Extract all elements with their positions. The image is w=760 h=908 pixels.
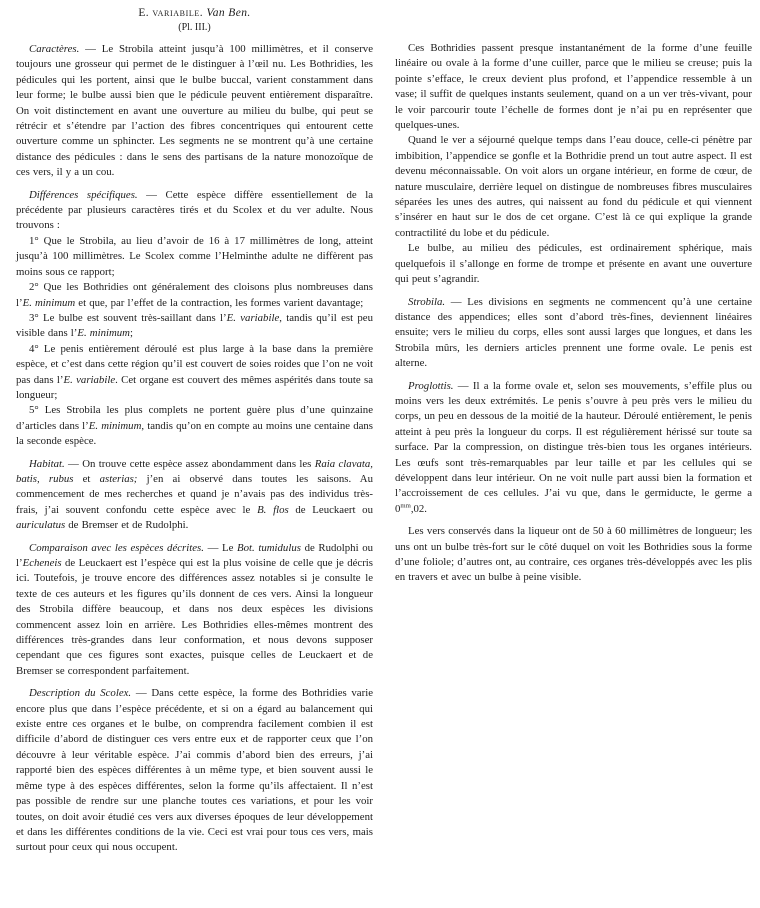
paragraph: [16, 403, 373, 449]
paragraph: [395, 133, 752, 241]
text-segment: — Cette espèce diffère essentiellement de la précédente par plusieurs caractères tirés et du Scolex et du ver adulte. Nous trouvons :: [16, 188, 373, 232]
text-segment: — Le: [203, 541, 238, 554]
text-segment: et: [73, 472, 100, 485]
text-segment: mm: [400, 502, 411, 510]
text-segment: E. variabile: [63, 373, 116, 386]
text-segment: asterias;: [99, 472, 138, 485]
text-segment: Le bulbe, au milieu des pédicules, est ordinairement sphérique, mais quelquefois il s’allonge en forme de trompe et présente en avant une ouverture qui peut s’agrandir.: [395, 242, 752, 286]
paragraph: [395, 241, 752, 287]
text-segment: E. minimum: [22, 296, 76, 309]
text-segment: Echeneis: [22, 557, 62, 569]
text-segment: . Cet organe est couvert des mêmes aspérités dans toute sa longueur;: [16, 373, 374, 401]
text-segment: — Les divisions en segments ne commencent qu’à une certaine distance des appendices; elles sont d’abord très-fines, deviennent linéaires ensuite; vers le milieu du corps, elles sont aussi larges que longues, et dans les Strobila mûrs, les derniers articles prennent une forme ovale. Le penis est alterne.: [395, 295, 752, 370]
paragraph: [16, 311, 373, 342]
text-segment: j’en ai observé dans toutes les saisons. Au commencement de mes recherches et quand je n’avais pas des individus très-frais, j’ai souvent confondu cette espèce avec le: [16, 472, 373, 516]
text-segment: Proglottis.: [408, 379, 454, 392]
text-segment: de Rudolphi ou l’: [16, 541, 374, 569]
text-segment: auriculatus: [16, 519, 66, 532]
text-segment: Bot. tumidulus: [237, 541, 301, 554]
text-segment: E. minimum: [88, 419, 142, 432]
paragraph: [395, 524, 752, 586]
text-segment: 4° Le penis entièrement déroulé est plus large à la base dans la première espèce, et c’est dans cette région qu’il est couvert de soies roides que l’on ne voit pas dans l’: [16, 342, 373, 386]
paragraph: [16, 342, 373, 404]
text-segment: Différences spécifiques.: [29, 188, 138, 201]
paragraph: [16, 541, 373, 680]
text-segment: 5° Les Strobila les plus complets ne portent guère plus d’une quinzaine d’articles dans l’: [16, 404, 373, 432]
page-header: [16, 7, 373, 33]
text-segment: Description du Scolex.: [29, 687, 132, 700]
text-segment: E. variabile: [226, 311, 280, 324]
text-segment: B. flos: [257, 503, 289, 516]
text-segment: , tandis qu’il est peu visible dans l’: [16, 311, 373, 340]
text-segment: de Leuckaert est l’espèce qui est la plus voisine de celle que je décris ici. Toutefois, je trouve encore des différences assez notables si je consulte le texte de ces auteurs et les figures qu’ils donnent de ces vers. Ainsi la longueur des Strobila diffère beaucoup, et dans nos deux espèces les divisions commencent assez loin en arrière. Les Bothridies elles-mêmes montrent des différences très-grandes dans leur conformation, et nous devons supposer cependant que ces figures sont exactes, puisque celles de Leuckaert et de Bremser se correspondent parfaitement.: [16, 557, 373, 677]
text-segment: — Le Strobila atteint jusqu’à 100 millimètres, et il conserve toujours une grosseur qui permet de le distinguer à l’œil nu. Les Bothridies, les pédicules qui les portent, ainsi que le bulbe buccal, varient constamment dans leur forme; le bulbe aussi bien que le pédicule peuvent entièrement disparaître. On voit distinctement en avant une ouverture au milieu du bulbe, qui peut se rétrécir et s’étendre par l’action des fibres concentriques qui entourent cette ouverture comme un sphincter. Les segments ne se montrent qu’à une certaine distance des pédicules : dans le sens des partisans de la nature monozoïque de ces vers, il y a un cou.: [16, 43, 373, 179]
plate-reference: (Pl. III.): [178, 22, 211, 33]
text-segment: de Leuckaert ou: [288, 503, 373, 516]
text-segment: — Dans cette espèce, la forme des Bothridies varie encore plus que dans l’espèce précédente, et si on a égard au balancement qui existe entre ces organes et le bulbe, on comprendra facilement combien il est difficile d’abord de distinguer ces vers entre eux et de rapporter ceux que l’on découvre à leur véritable espèce. J’ai commis d’abord bien des erreurs, j’ai rapporté bien des espèces différentes à un même type, et bien souvent aussi le même type à des espèces différentes, selon la forme qu’ils affectaient. Il n’est pas possible de rendre sur une planche toutes ces variations, et pour les voir toutes, on doit avoir étudié ces vers aux diverses époques de leur développement et dans les différentes conditions de la vie. Ceci est vrai pour tous ces vers, mais surtout pour ceux qui nous occupent.: [16, 687, 373, 854]
text-segment: Habitat.: [29, 457, 65, 470]
text-segment: Comparaison avec les espèces décrites.: [29, 541, 204, 554]
text-segment: 1° Que le Strobila, au lieu d’avoir de 16 à 17 millimètres de long, atteint jusqu’à 100 millimètres. Le Scolex comme l’Helminthe adulte ne diffèrent pas moins sous ce rapport;: [16, 234, 373, 278]
paragraph: [395, 41, 752, 133]
text-segment: — On trouve cette espèce assez abondamment dans les: [64, 457, 315, 470]
text-segment: — Il a la forme ovale et, selon ses mouvements, s’effile plus ou moins vers les deux extrémités. Le penis s’ouvre à peu près vers le milieu du corps, un peu en dessous de la moitié de la hauteur. Déroulé entièrement, le penis atteint à peu près la longueur du corps. Il est régulièrement hérissé sur toute sa surface. Par la compression, on distingue très-bien tous les organes intérieurs. Les œufs sont très-remarquables par leur taille et par les cellules qui se développent dans leur intérieur. On ne voit nulle part aussi bien la formation et l’accroissement de ces cellules. J’ai vu que, dans le germiducte, le germe a 0: [395, 379, 752, 515]
paragraph: [16, 188, 373, 234]
paragraph: [395, 295, 752, 372]
text-segment: Raia clavata, batis, rubus: [16, 457, 373, 485]
text-segment: E. minimum: [77, 327, 130, 340]
text-segment: Les vers conservés dans la liqueur ont de 50 à 60 millimètres de longueur; les uns ont un bulbe très-fort sur le côté duquel on voit les Bothridies sous la forme d’une foliole; d’autres ont, au contraire, ces organes très-développés avec les plis en travers et avec un bulbe à peine visible.: [395, 525, 752, 584]
text-segment: Van Ben.: [203, 7, 251, 19]
text-segment: ;: [129, 327, 133, 340]
right-column-text: [395, 41, 752, 586]
paragraph: [16, 686, 373, 855]
paragraph: [16, 457, 373, 534]
paragraph: [395, 379, 752, 518]
species-title: [16, 7, 373, 19]
text-segment: Caractères.: [29, 43, 80, 55]
paragraph: [16, 42, 373, 181]
paragraph: [16, 234, 373, 280]
text-segment: Quand le ver a séjourné quelque temps dans l’eau douce, celle-ci pénètre par imbibition, l’appendice se gonfle et la Bothridie prend un tout autre aspect. Il est devenu méconnaissable. On voit alors un organe intérieur, en forme de cœur, de nature musculaire, derrière lequel on distingue de nombreuses fibres musculaires séparées les unes des autres, qui naissent au fond du pédicule et qui viennent s’insérer en haut sur le dos de cet organe. C’est là ce qui explique la grande contractilité du lobe et du pédicule.: [395, 134, 752, 239]
left-column-text: [16, 42, 373, 856]
paragraph: [16, 280, 373, 311]
text-segment: variabile.: [152, 7, 204, 19]
text-segment: ,02.: [410, 502, 428, 515]
text-segment: Ces Bothridies passent presque instantanément de la forme d’une feuille linéaire ou ovale à la forme d’une cuiller, parce que le milieu se creuse; puis la pointe s’efface, le creux devient plus profond, et l’appendice ressemble à un vase; il suffit de quelques instants seulement, quand on a un ver très-vivant, pour le voir parcourir toute l’échelle de formes dont je n’ai pu en représenter que quelques-unes.: [395, 42, 752, 132]
left-column: [16, 5, 373, 856]
text-segment: 3° Le bulbe est souvent très-saillant dans l’: [29, 311, 227, 324]
text-segment: et que, par l’effet de la contraction, les formes varient davantage;: [75, 296, 364, 309]
right-column: [395, 5, 752, 856]
text-segment: 2° Que les Bothridies ont généralement des cloisons plus nombreuses dans l’: [16, 281, 373, 309]
text-segment: E.: [138, 7, 153, 19]
text-segment: Strobila.: [408, 295, 446, 308]
text-segment: de Bremser et de Rudolphi.: [65, 519, 189, 532]
text-segment: , tandis qu’on en compte au moins une centaine dans la seconde espèce.: [16, 419, 373, 448]
